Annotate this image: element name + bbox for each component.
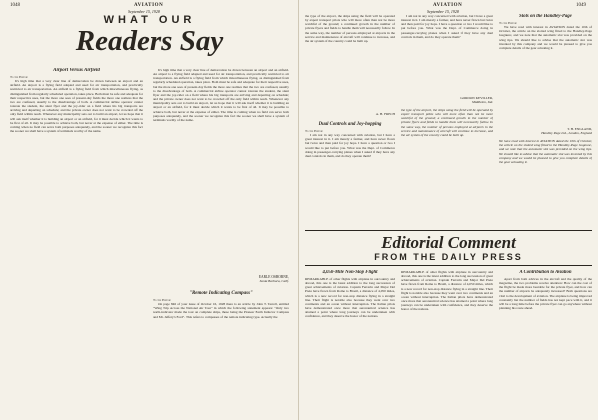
editorial-header <box>305 230 592 266</box>
letter-to-editor: To the Editor: <box>10 75 29 79</box>
letter-signature-slots: T. H. ENGLAND, <box>567 127 592 132</box>
right-issue-date: September 15, 1928 <box>427 9 459 14</box>
editor-note: the type of the airport, the ships using the field will be operated by expert transport pilots who will more often than not be more watchful of the ground; a continued growth in the number of private flyers and fields to handle them will necessarily follow. In the same way, the number of persons employed at airports in the service and maintenance of aircraft will continue to increase, and the air system of the country could be built up. <box>401 108 493 137</box>
letter-body: It's high time that a very clear line of demarcation be drawn between an airport and an airfield. An airport is a flying field adapted and used for air transportation, and practically restricted to air transportation. An airfield is a flying field from which miscellaneous flying, as distinguished from regularly scheduled operation, takes place. Both must be safe and adequate for their respective uses, but the more one sees of present-day fields the more one realizes that the two are confused, usually to the disadvantage of both. A commercial airline operator cannot tolerate the student, the stunt flyer and the joy-rider on a field where his big transports are arriving and departing on schedule; and the private owner does not want to be crowded off the only field within reach. Whenever any municipality sets out to build an airport, let us hope that it will ask itself whether it is building an airport or an airfield, for it must decide which it wants to be first of all. It may be possible to achieve both, but never at the expense of either. The time is coming when no field can serve both purposes adequately, and the sooner we recognize this fact the sooner we shall have a system of terminals worthy of the name. <box>10 79 143 134</box>
letter-title-dual-controls: Dual Controls and Joy-hopping <box>318 122 382 127</box>
editorial-piece-title-nonstop: 4,050-Mile Non-Stop Flight <box>322 270 378 275</box>
right-page <box>299 0 598 420</box>
letter-body-dual: I am not in any way concerned with aviation, but I have a great interest in it. I am merely a farmer, and have never flown but twice and then paid for joy hops. I have a question or two I would like to put before you. What was the Dept. of Commerce doing in passenger-carrying planes when I asked if they have any dual controls in them, and do they operate them? <box>305 133 395 158</box>
letter-to-editor-remote-compass: To the Editor: <box>153 298 172 302</box>
letter-to-editor-slots: To the Editor: <box>499 21 518 25</box>
editorial-piece-body-nonstop: REMARKABLE of other flights with airplane in ourcountry and abroad, this one is the latest addition to the long succession of great achievements of aviation. Captain Ferrarin and Major Del Prete have flown from Rome to Brazil, a distance of 4,050 miles, which is a new record for non-stop distance flying in a straight line. Their flight is notable also because they went over two continents and an ocean without interruption. The Italian pilots have demonstrated once more that aeronautical science has attained a point where long journeys can be undertaken with confidence, and they deserve the honor of the nations. <box>305 277 395 319</box>
right-page-number: 1049 <box>576 3 586 8</box>
letter-body-dual-continued: I am not in any way concerned with aviation, but I have a great interest in it. I am merely a farmer, and have never flown but twice and then paid for joy hops. I have a question or two I would like to put before you. What was the Dept. of Commerce doing in passenger-carrying planes when I asked if they have any dual controls in them, and do they operate them? <box>401 14 493 39</box>
editorial-column-3 <box>499 270 592 416</box>
editorial-column-2 <box>401 270 493 416</box>
letter-location-slots: Handley Page Ltd., London, England <box>541 131 592 136</box>
letter-body-continued: It's high time that a very clear line of demarcation be drawn between an airport and an airfield. An airport is a flying field adapted and used for air transportation, and practically restricted to air transportation. An airfield is a flying field from which miscellaneous flying, as distinguished from regularly scheduled operation, takes place. Both must be safe and adequate for their respective uses, but the more one sees of present-day fields the more one realizes that the two are confused, usually to the disadvantage of both. A commercial airline operator cannot tolerate the student, the stunt flyer and the joy-rider on a field where his big transports are arriving and departing on schedule; and the private owner does not want to be crowded off the only field within reach. Whenever any municipality sets out to build an airport, let us hope that it will ask itself whether it is building an airport or an airfield, for it must decide which it wants to be first of all. It may be possible to achieve both, but never at the expense of either. The time is coming when no field can serve both purposes adequately, and the sooner we recognize this fact the sooner we shall have a system of terminals worthy of the name. <box>153 68 289 122</box>
editorial-column-1 <box>305 270 395 416</box>
editor-note-slots: We have read with interest in AVIATION dated the 10th of October, the article on the slotted wing fitted to the Handley-Page Gugnunc, and we note that the automatic slot was provided on the wing tips. We should like to advise that the automatic slot was invented by this company and we would be pleased to give you complete details of the gear actuating it. <box>499 139 592 164</box>
editorial-title: Editorial Comment <box>381 233 516 252</box>
continued-text: the type of the airport, the ships using the field will be operated by expert transport pilots who will more often than not be more watchful of the ground; a continued growth in the number of private flyers and fields to handle them will necessarily follow. In the same way, the number of persons employed at airports in the service and maintenance of aircraft will continue to increase, and the air system of the country could be built up. <box>305 14 395 43</box>
letter-body-slots: We have read with interest in AVIATION dated the 10th of October, the article on the slotted wing fitted to the Handley-Page Gugnunc, and we note that the automatic slot was provided on the wing tips. We should like to advise that the automatic slot was invented by this company and we would be pleased to give you complete details of the gear actuating it. <box>499 25 592 50</box>
letter-location: Santa Barbara, Calif. <box>259 279 289 283</box>
editorial-piece-title-contribution: A Contribution to Aviation <box>519 270 572 275</box>
letter-signature-a: A. H. FRECH <box>375 112 395 116</box>
editorial-subtitle: FROM THE DAILY PRESS <box>374 252 523 262</box>
letter-body-remote-compass: On page 846 of your issue of October 16, 1928 there is an article by John T. Terrell, entitled "Wing Trip Across the National Air Tour" in which the following statement appears: "Only two north-indicator made the tour on complete ships, these being the Pioneer Earth Inductor Compass and Mr. Jeffery's Ford". This refers to compasses of the remote indicating type. Actually the <box>153 302 289 319</box>
letter-airport-continued-column <box>153 68 289 414</box>
letter-title-slots: Slots on the Handley-Page <box>519 14 572 19</box>
right-column-3 <box>499 14 592 228</box>
right-magazine-name: AVIATION <box>433 3 463 8</box>
letter-location-dual: Middleton, Ind. <box>472 100 493 104</box>
editorial-piece-body-nonstop-continued: REMARKABLE of other flights with airplane in ourcountry and abroad, this one is the latest addition to the long succession of great achievements of aviation. Captain Ferrarin and Major Del Prete have flown from Rome to Brazil, a distance of 4,050 miles, which is a new record for non-stop distance flying in a straight line. Their flight is notable also because they went over two continents and an ocean without interruption. The Italian pilots have demonstrated once more that aeronautical science has attained a point where long journeys can be undertaken with confidence, and they deserve the honor of the nations. <box>401 270 493 312</box>
readers-say-banner <box>10 14 289 57</box>
letter-airport-versus-airfield <box>10 68 143 414</box>
right-column-2 <box>401 14 493 228</box>
letter-signature: EARLE OSBORNE, <box>258 275 289 279</box>
right-column-1 <box>305 14 395 228</box>
banner-small-title: WHAT OUR <box>103 14 196 26</box>
letter-title: Airport Versus Airfield <box>53 68 100 73</box>
left-magazine-name: AVIATION <box>134 3 164 8</box>
editorial-piece-body-contribution: Apart from both advices in the aircraft and the quality of the magazine, the two problems receive attention: How can the cost of the flight be made more bearable for the private flyer, and how can the number of airports be adequately increased? Both questions are vital to the development of aviation. The airplane is being improved constantly but the number of fields has not kept pace with it, and it will be a long time before the private flyer can go anywhere without planning his route ahead. <box>499 277 592 311</box>
left-page-number: 1048 <box>10 3 20 8</box>
letter-signature-dual: GORDON KEVILLER, <box>460 96 493 100</box>
letter-title-remote-compass: "Remote Indicating Compass" <box>189 291 253 296</box>
left-issue-date: September 15, 1928 <box>128 9 160 14</box>
banner-big-title: Readers Say <box>75 25 224 57</box>
left-page-folio <box>10 3 289 14</box>
letter-to-editor-dual: To the Editor: <box>305 129 324 133</box>
